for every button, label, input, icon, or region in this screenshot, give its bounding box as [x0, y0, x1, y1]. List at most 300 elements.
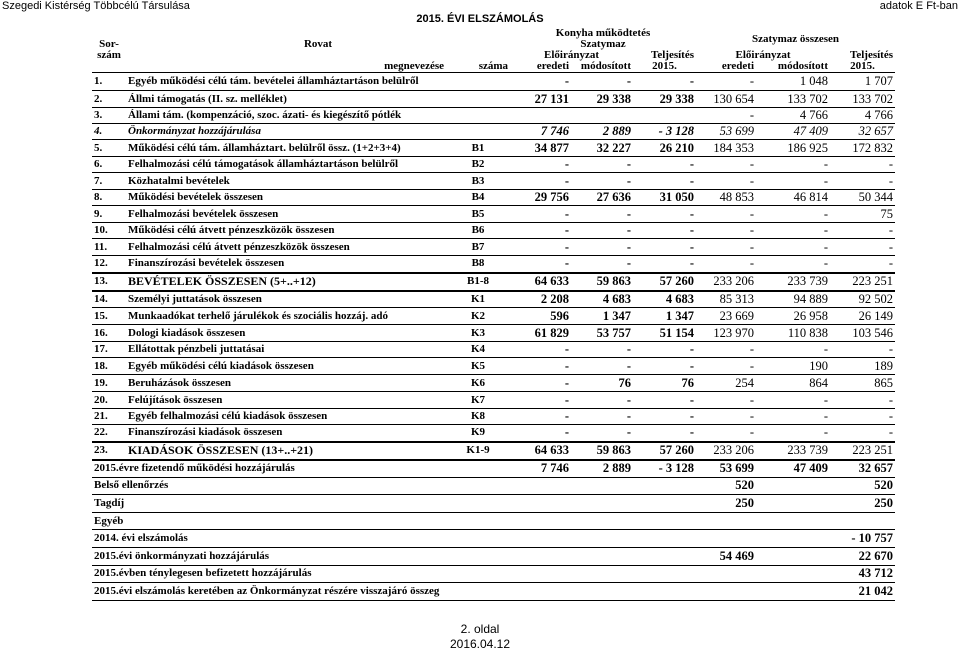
value-cell: -	[564, 425, 570, 440]
value-cell: -	[626, 173, 632, 188]
value-cell: 865	[874, 375, 894, 390]
summary-value	[510, 583, 571, 601]
value-cell: -	[689, 74, 695, 88]
table-row	[92, 140, 895, 157]
value-cell: -	[564, 256, 570, 271]
table-row	[92, 173, 895, 190]
value-cell: 190	[809, 358, 829, 373]
row-number: 14.	[94, 292, 108, 305]
value-cell: 34 877	[534, 140, 570, 155]
col-rovat: Rovat	[303, 38, 333, 50]
row-name: Felhalmozási bevételek összesen	[128, 207, 279, 220]
table-row	[92, 108, 895, 124]
row-number: 2.	[94, 92, 103, 105]
row-name: Működési célú tám. államháztart. belülről össz. (1+2+3+4)	[128, 141, 401, 154]
value-cell: 29 338	[659, 91, 695, 106]
summary-value	[510, 565, 571, 583]
summary-row	[92, 530, 895, 548]
row-number: 11.	[94, 240, 108, 253]
summary-value: 7 746	[540, 461, 570, 476]
summary-value	[756, 495, 830, 513]
summary-value	[633, 477, 696, 495]
value-cell: 59 863	[596, 274, 632, 288]
value-cell: -	[888, 425, 894, 440]
table-row	[92, 392, 895, 409]
summary-value: 2 889	[602, 461, 632, 476]
row-code: K1	[470, 292, 486, 305]
summary-value: 47 409	[793, 461, 829, 476]
value-cell: -	[823, 206, 829, 221]
row-number: 1.	[94, 75, 103, 87]
summary-value	[633, 547, 696, 565]
row-code: B1	[471, 141, 485, 154]
row-code: B3	[471, 174, 485, 187]
value-cell: 75	[880, 206, 894, 221]
row-name: Felhalmozási célú átvett pénzeszközök összesen	[128, 240, 350, 253]
col-eredeti-2: eredeti	[721, 61, 755, 72]
value-cell: 130 654	[713, 91, 755, 106]
value-cell: -	[888, 342, 894, 356]
value-cell: -	[564, 375, 570, 390]
summary-value: 32 657	[858, 461, 894, 476]
row-code	[446, 73, 510, 91]
row-name: Önkormányzat hozzájárulása	[128, 125, 261, 137]
summary-value	[633, 583, 696, 601]
row-code: K7	[470, 393, 486, 406]
row-code: B8	[471, 257, 485, 270]
row-name: Állmi támogatás (II. sz. melléklet)	[128, 92, 287, 105]
row-name: Munkaadókat terhelő járulékok és szociális hozzáj. adó	[128, 309, 389, 322]
value-cell: -	[626, 157, 632, 171]
value-cell: 59 863	[596, 443, 632, 457]
row-number: 6.	[94, 158, 103, 170]
row-number: 21.	[94, 410, 108, 422]
units-note: adatok E Ft-ban	[879, 0, 958, 12]
value-cell: -	[564, 223, 570, 237]
value-cell: -	[626, 206, 632, 221]
value-cell: -	[749, 206, 755, 221]
row-name: Egyéb működési célú tám. bevételei államháztartáson belülről	[128, 75, 419, 87]
group-szatymaz-osszesen: Szatymaz összesen	[751, 32, 840, 45]
value-cell	[510, 108, 571, 124]
summary-value	[696, 565, 756, 583]
value-cell	[633, 108, 696, 124]
summary-value: 520	[735, 478, 755, 493]
summary-value: 21 042	[858, 583, 894, 598]
value-cell: 4 766	[864, 108, 894, 122]
value-cell: 26 149	[858, 308, 894, 323]
row-number: 3.	[94, 109, 103, 121]
row-number: 4.	[94, 125, 103, 137]
value-cell: 133 702	[787, 91, 829, 106]
value-cell: -	[626, 425, 632, 440]
row-code: B7	[471, 240, 485, 253]
row-code	[446, 108, 510, 124]
row-number: 22.	[94, 426, 108, 439]
row-number: 8.	[94, 191, 103, 203]
summary-row	[92, 547, 895, 565]
value-cell: 76	[681, 375, 695, 390]
value-cell: -	[888, 173, 894, 188]
value-cell: -	[749, 409, 755, 423]
value-cell: -	[888, 157, 894, 171]
value-cell: - 3 128	[658, 124, 695, 138]
print-date: 2016.04.12	[449, 637, 511, 651]
value-cell: 2 208	[540, 291, 570, 306]
row-code: K5	[470, 359, 486, 372]
settlement-table	[92, 28, 895, 601]
row-name: Finanszírozási bevételek összesen	[128, 257, 285, 270]
value-cell: 32 657	[858, 124, 894, 138]
summary-value	[756, 565, 830, 583]
value-cell: 254	[735, 375, 755, 390]
value-cell: 48 853	[719, 190, 755, 204]
table-row	[92, 409, 895, 425]
value-cell: 23 669	[719, 308, 755, 323]
row-code	[446, 91, 510, 108]
summary-value	[571, 565, 633, 583]
value-cell: -	[626, 358, 632, 373]
value-cell: 1 707	[864, 74, 894, 88]
value-cell: -	[626, 392, 632, 407]
page-title: 2015. ÉVI ELSZÁMOLÁS	[416, 13, 544, 25]
row-name: Működési célú átvett pénzeszközök összesen	[128, 224, 335, 236]
table-row	[92, 73, 895, 91]
value-cell: 26 210	[659, 140, 695, 155]
value-cell: -	[689, 256, 695, 271]
summary-value	[510, 530, 571, 548]
org-name: Szegedi Kistérség Többcélú Társulása	[2, 0, 190, 12]
value-cell: -	[564, 74, 570, 88]
row-code: K2	[470, 309, 486, 322]
value-cell: -	[823, 173, 829, 188]
summary-value	[756, 477, 830, 495]
value-cell: -	[888, 223, 894, 237]
value-cell: -	[689, 173, 695, 188]
summary-value: 43 712	[858, 566, 894, 581]
summary-value	[571, 530, 633, 548]
value-cell: -	[749, 173, 755, 188]
value-cell: 64 633	[534, 274, 570, 288]
row-name: Egyéb felhalmozási célú kiadások összesen	[128, 410, 328, 422]
table-row	[92, 342, 895, 358]
value-cell: 123 970	[713, 325, 755, 340]
table-row	[92, 273, 895, 291]
value-cell: 47 409	[793, 124, 829, 138]
value-cell: 46 814	[793, 190, 829, 204]
value-cell: -	[689, 409, 695, 423]
row-code	[446, 124, 510, 140]
value-cell: 1 048	[799, 74, 829, 88]
row-name: Egyéb működési célú kiadások összesen	[128, 359, 314, 372]
value-cell: 233 206	[713, 274, 755, 288]
row-name: Finanszírozási kiadások összesen	[128, 426, 283, 439]
summary-name: 2015.évre fizetendő működési hozzájárulás	[94, 462, 295, 475]
row-number: 13.	[94, 275, 108, 287]
summary-row	[92, 460, 895, 478]
summary-value: 54 469	[719, 548, 755, 563]
table-row	[92, 223, 895, 239]
value-cell: 57 260	[659, 443, 695, 457]
summary-name: 2015.évben ténylegesen befizetett hozzájárulás	[94, 567, 312, 580]
value-cell: -	[823, 239, 829, 254]
row-name: Ellátottak pénzbeli juttatásai	[128, 343, 265, 355]
row-number: 5.	[94, 141, 103, 154]
table-row	[92, 239, 895, 256]
summary-value: - 10 757	[851, 531, 894, 546]
value-cell: -	[689, 342, 695, 356]
table-row	[92, 325, 895, 342]
col-modositott-2: módosított	[777, 61, 829, 72]
value-cell: 94 889	[793, 291, 829, 306]
row-code: K9	[470, 426, 486, 439]
col-sorszam: Sor- szám	[97, 38, 121, 61]
summary-value	[696, 530, 756, 548]
row-name: KIADÁSOK ÖSSZESEN (13+..+21)	[128, 443, 314, 457]
row-number: 18.	[94, 359, 108, 372]
value-cell: -	[689, 223, 695, 237]
row-name: Felújítások összesen	[128, 393, 223, 406]
summary-value: 520	[874, 478, 894, 493]
value-cell: -	[888, 239, 894, 254]
value-cell: -	[626, 256, 632, 271]
value-cell: -	[749, 256, 755, 271]
value-cell: 186 925	[787, 140, 829, 155]
col-eredeti-1: eredeti	[536, 61, 570, 72]
row-number: 12.	[94, 257, 108, 270]
summary-row	[92, 583, 895, 601]
row-code: B1-8	[467, 275, 489, 287]
value-cell: 29 338	[596, 91, 632, 106]
value-cell	[571, 108, 633, 124]
table-row	[92, 308, 895, 325]
value-cell: -	[823, 392, 829, 407]
value-cell: 184 353	[713, 140, 755, 155]
value-cell: -	[564, 409, 570, 423]
value-cell: 172 832	[852, 140, 894, 155]
summary-value	[510, 512, 571, 530]
value-cell: -	[749, 392, 755, 407]
row-number: 17.	[94, 343, 108, 355]
value-cell: 29 756	[534, 190, 570, 204]
table-row	[92, 256, 895, 273]
value-cell: -	[626, 74, 632, 88]
row-code: B6	[471, 224, 485, 236]
row-number: 16.	[94, 326, 108, 339]
value-cell: 53 757	[596, 325, 632, 340]
value-cell: -	[823, 342, 829, 356]
col-szama: száma	[478, 61, 509, 72]
col-eloir-2: Előirányzat	[735, 50, 791, 61]
value-cell: 51 154	[659, 325, 695, 340]
value-cell: -	[823, 425, 829, 440]
row-code: B4	[471, 191, 485, 203]
table-row	[92, 425, 895, 442]
table-row	[92, 124, 895, 140]
value-cell: -	[749, 157, 755, 171]
value-cell: -	[564, 157, 570, 171]
value-cell: -	[564, 239, 570, 254]
summary-row	[92, 477, 895, 495]
value-cell: -	[689, 358, 695, 373]
value-cell: 64 633	[534, 443, 570, 457]
value-cell: -	[626, 409, 632, 423]
value-cell: 103 546	[852, 325, 894, 340]
col-modositott-1: módosított	[580, 61, 632, 72]
row-code: K1-9	[466, 444, 490, 456]
summary-value	[571, 512, 633, 530]
summary-name: Belső ellenőrzés	[94, 479, 169, 492]
summary-value	[633, 512, 696, 530]
value-cell: -	[888, 392, 894, 407]
value-cell: -	[626, 342, 632, 356]
row-name: Közhatalmi bevételek	[128, 174, 230, 187]
row-name: Állami tám. (kompenzáció, szoc. ázati- és kiegészítő pótlék	[128, 109, 402, 121]
value-cell: -	[564, 342, 570, 356]
value-cell: -	[749, 108, 755, 122]
group-konyha: Konyha működtetés Szatymaz	[555, 28, 651, 50]
value-cell: -	[626, 223, 632, 237]
value-cell: 864	[809, 375, 829, 390]
summary-value	[756, 512, 830, 530]
value-cell: -	[689, 157, 695, 171]
summary-row	[92, 512, 895, 530]
value-cell: 233 739	[787, 443, 829, 457]
col-telj-1: Teljesítés	[651, 50, 695, 61]
row-code: K3	[470, 326, 486, 339]
summary-value: 250	[735, 495, 755, 510]
value-cell: 110 838	[787, 325, 829, 340]
value-cell: -	[564, 392, 570, 407]
table-row	[92, 190, 895, 206]
value-cell: -	[749, 74, 755, 88]
col-ev-2: 2015.	[850, 61, 875, 72]
value-cell: 32 227	[596, 140, 632, 155]
summary-name: Egyéb	[94, 514, 124, 527]
summary-value	[756, 583, 830, 601]
value-cell: -	[689, 206, 695, 221]
table-row	[92, 91, 895, 108]
summary-value	[571, 547, 633, 565]
summary-value: 250	[874, 495, 894, 510]
value-cell: 223 251	[852, 274, 894, 288]
value-cell: -	[689, 425, 695, 440]
table-row	[92, 375, 895, 392]
table-row	[92, 442, 895, 460]
summary-value: - 3 128	[658, 461, 695, 476]
value-cell: -	[888, 409, 894, 423]
value-cell: 133 702	[852, 91, 894, 106]
summary-value	[510, 477, 571, 495]
table-row	[92, 291, 895, 308]
summary-name: 2015.évi elszámolás keretében az Önkormányzat részére visszajáró összeg	[94, 584, 440, 597]
value-cell: 596	[550, 308, 570, 323]
value-cell: 223 251	[852, 443, 894, 457]
summary-value	[696, 583, 756, 601]
row-code: K8	[470, 410, 486, 422]
value-cell: -	[749, 358, 755, 373]
row-code: B2	[471, 158, 485, 170]
value-cell: -	[564, 358, 570, 373]
row-number: 20.	[94, 393, 108, 406]
row-code: B5	[471, 207, 485, 220]
row-name: Dologi kiadások összesen	[128, 326, 246, 339]
row-name: Felhalmozási célú támogatások államháztartáson belülről	[128, 158, 399, 170]
value-cell: 4 683	[602, 291, 632, 306]
value-cell: -	[689, 392, 695, 407]
value-cell: -	[823, 157, 829, 171]
summary-row	[92, 495, 895, 513]
summary-value	[571, 583, 633, 601]
row-name: Működési bevételek összesen	[128, 191, 264, 203]
value-cell: -	[749, 342, 755, 356]
row-code: K4	[470, 343, 486, 355]
table-row	[92, 358, 895, 375]
page-number: 2. oldal	[460, 622, 500, 636]
summary-value	[633, 495, 696, 513]
value-cell: 57 260	[659, 274, 695, 288]
row-name: Személyi juttatások összesen	[128, 292, 262, 305]
summary-value: 53 699	[719, 461, 755, 476]
value-cell: 1 347	[665, 308, 695, 323]
value-cell: 92 502	[858, 291, 894, 306]
summary-value	[510, 547, 571, 565]
value-cell: 233 739	[787, 274, 829, 288]
value-cell: 2 889	[602, 124, 632, 138]
value-cell: 50 344	[858, 190, 894, 204]
summary-value	[633, 565, 696, 583]
summary-name: 2015.évi önkormányzati hozzájárulás	[94, 549, 270, 562]
row-number: 15.	[94, 309, 108, 322]
col-megnev: megnevezése	[384, 61, 444, 72]
row-number: 23.	[94, 444, 108, 456]
summary-value	[510, 495, 571, 513]
summary-value: 22 670	[858, 548, 894, 563]
value-cell: 7 746	[540, 124, 570, 138]
value-cell: -	[689, 239, 695, 254]
value-cell: -	[749, 239, 755, 254]
value-cell: 27 636	[596, 190, 632, 204]
summary-name: Tagdíj	[94, 496, 125, 509]
value-cell: -	[823, 256, 829, 271]
summary-value	[571, 477, 633, 495]
summary-value	[756, 547, 830, 565]
value-cell: 61 829	[534, 325, 570, 340]
summary-value	[571, 495, 633, 513]
col-telj-2: Teljesítés	[850, 50, 894, 61]
summary-value	[633, 530, 696, 548]
value-cell: -	[823, 409, 829, 423]
summary-row	[92, 565, 895, 583]
value-cell: -	[626, 239, 632, 254]
value-cell: 31 050	[659, 190, 695, 204]
value-cell: 76	[618, 375, 632, 390]
value-cell: 4 683	[665, 291, 695, 306]
value-cell: 233 206	[713, 443, 755, 457]
value-cell: -	[749, 223, 755, 237]
value-cell: 26 958	[793, 308, 829, 323]
table-row	[92, 157, 895, 173]
value-cell: 85 313	[719, 291, 755, 306]
row-code: K6	[470, 376, 486, 389]
table-row	[92, 206, 895, 223]
row-name: BEVÉTELEK ÖSSZESEN (5+..+12)	[128, 274, 316, 288]
row-number: 7.	[94, 174, 103, 187]
value-cell: 1 347	[602, 308, 632, 323]
value-cell: 53 699	[719, 124, 755, 138]
value-cell: -	[564, 173, 570, 188]
row-name: Beruházások összesen	[128, 376, 231, 389]
